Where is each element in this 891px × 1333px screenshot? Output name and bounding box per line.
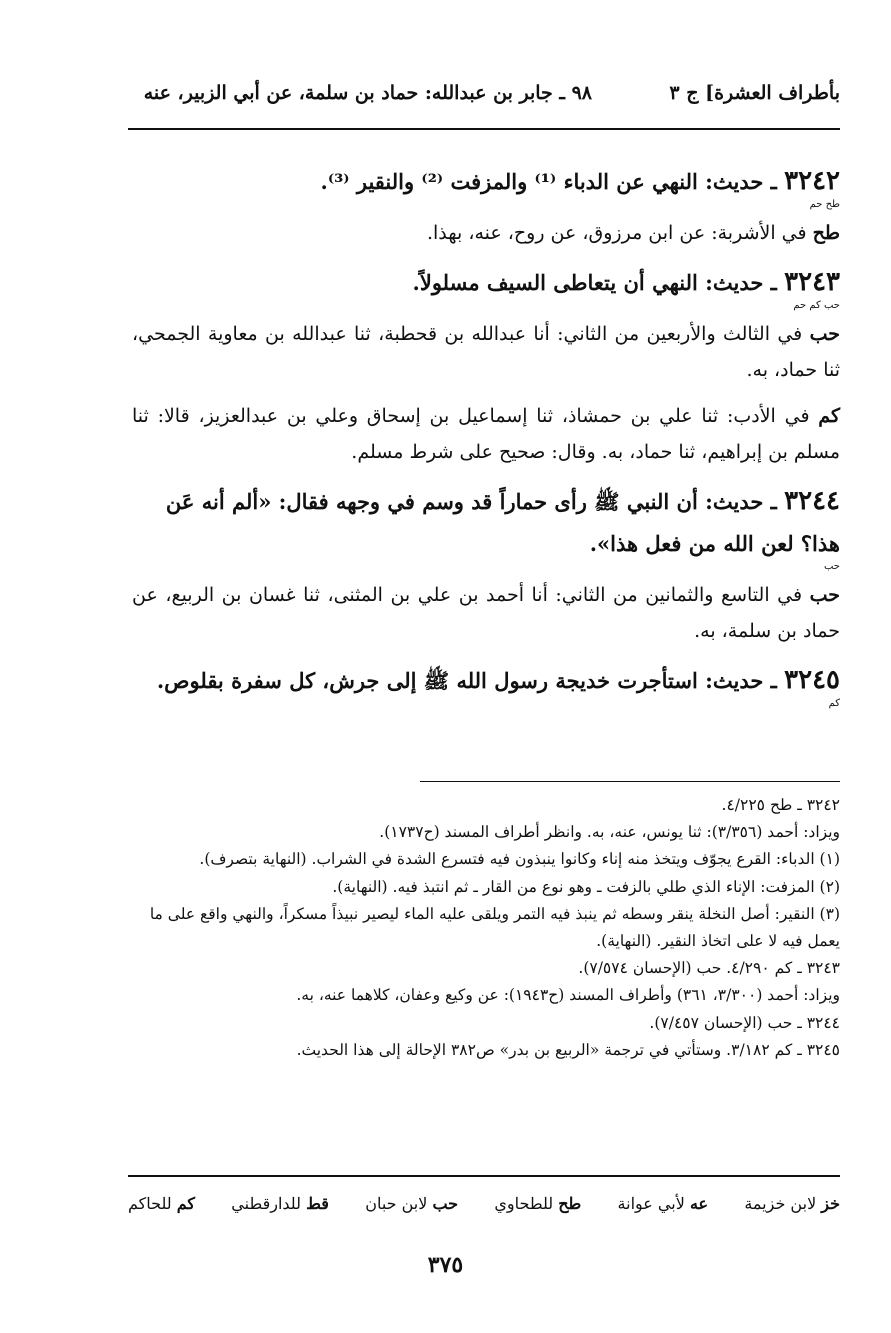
source-siglum: كم bbox=[818, 405, 840, 427]
source-paragraph bbox=[132, 215, 840, 251]
hadith-number: ٣٢٤٤ bbox=[784, 486, 840, 516]
source-text: في الثالث والأربعين من الثاني: أنا عبدالله بن قحطبة، ثنا عبدالله بن معاوية الجمحي، ثنا حماد، به. bbox=[132, 323, 840, 381]
source-text: في الأدب: ثنا علي بن حمشاذ، ثنا إسماعيل بن إسحاق وعلي بن عبدالعزيز، قالا: ثنا مسلم بن إبراهيم، ثنا حماد، به. وقال: صحيح على شرط مسلم. bbox=[132, 405, 840, 463]
sigla-line bbox=[132, 698, 840, 714]
hadith-entry-3242 bbox=[132, 160, 840, 203]
source-text: في التاسع والثمانين من الثاني: أنا أحمد بن علي بن المثنى، ثنا غسان بن الربيع، عن حماد بن سلمة، به. bbox=[132, 584, 840, 642]
hadith-number: ٣٢٤٥ bbox=[784, 665, 840, 695]
footnote: (١) الدباء: القرع يجوّف ويتخذ منه إناء وكانوا ينبذون فيه فتسرع الشدة في الشراب. (النهاية بتصرف). bbox=[199, 850, 840, 869]
abbreviation-item: عه لأبي عوانة bbox=[617, 1194, 709, 1213]
abbreviation-item: خز لابن خزيمة bbox=[744, 1194, 840, 1213]
hadith-number: ٣٢٤٣ bbox=[784, 267, 840, 297]
source-siglum: حب bbox=[809, 323, 840, 345]
sigla: طح حم bbox=[809, 199, 840, 210]
source-paragraph bbox=[132, 316, 840, 388]
hadith-entry-3244 bbox=[132, 480, 840, 565]
hadith-text: ـ حديث: النهي أن يتعاطى السيف مسلولاً. bbox=[412, 270, 777, 295]
footnote: ويزاد: أحمد (٣/٣٠٠، ٣٦١) وأطراف المسند (ح١٩٤٣): عن وكيع وعفان، كلاهما عنه، به. bbox=[296, 986, 840, 1005]
source-siglum: حب bbox=[809, 584, 840, 606]
hadith-text: ـ حديث: أن النبي ﷺ رأى حماراً قد وسم في وجهه فقال: «ألم أنه عَن هذا؟ لعن الله من فعل هذا». bbox=[165, 489, 840, 556]
page-number: ٣٧٥ bbox=[427, 1252, 464, 1278]
footnote-rule bbox=[420, 781, 840, 782]
source-siglum: طح bbox=[812, 222, 840, 244]
footnote: ٣٢٤٤ ـ حب (الإحسان ٧/٤٥٧). bbox=[649, 1013, 840, 1032]
main-text bbox=[132, 160, 840, 714]
abbreviation-item: كم للحاكم bbox=[128, 1194, 195, 1213]
footnote: ٣٢٤٣ ـ كم ٤/٢٩٠. حب (الإحسان ٧/٥٧٤). bbox=[578, 959, 840, 978]
source-text: في الأشربة: عن ابن مرزوق، عن روح، عنه، بهذا. bbox=[426, 222, 807, 244]
hadith-entry-3245 bbox=[132, 659, 840, 702]
hadith-text: ـ حديث: استأجرت خديجة رسول الله ﷺ إلى جرش، كل سفرة بقلوص. bbox=[156, 668, 777, 693]
sigla-line bbox=[132, 561, 840, 577]
header-chapter-title: ٩٨ ـ جابر بن عبدالله: حماد بن سلمة، عن أبي الزبير، عنه bbox=[143, 82, 592, 104]
hadith-entry-3243 bbox=[132, 261, 840, 304]
sigla-line bbox=[132, 300, 840, 316]
hadith-text: ـ حديث: النهي عن الدباء ⁽¹⁾ والمزفت ⁽²⁾ والنقير ⁽³⁾. bbox=[320, 169, 777, 194]
footnotes bbox=[132, 792, 840, 1064]
footnote: ويزاد: أحمد (٣/٣٥٦): ثنا يونس، عنه، به. وانظر أطراف المسند (ح١٧٣٧). bbox=[379, 823, 840, 842]
abbreviation-item: طح للطحاوي bbox=[494, 1194, 582, 1213]
source-paragraph bbox=[132, 577, 840, 649]
abbreviation-rule bbox=[128, 1175, 840, 1177]
footnote: (٣) النقير: أصل النخلة ينقر وسطه ثم ينبذ فيه التمر ويلقى عليه الماء ليصير نبيذاً مسكراً، والنهي واقع على ما يعمل فيه لا على اتخاذ النقير. (النهاية). bbox=[149, 904, 840, 951]
footnote: (٢) المزفت: الإناء الذي طلي بالزفت ـ وهو نوع من القار ـ ثم انتبذ فيه. (النهاية). bbox=[332, 877, 840, 896]
sigla: حب كم حم bbox=[793, 300, 840, 311]
sigla: حب bbox=[823, 561, 840, 572]
footnote: ٣٢٤٢ ـ طح ٤/٢٢٥. bbox=[721, 796, 840, 814]
header-rule bbox=[128, 128, 840, 130]
source-paragraph bbox=[132, 398, 840, 470]
abbreviation-key bbox=[128, 1194, 840, 1224]
footnote: ٣٢٤٥ ـ كم ٣/١٨٢. وستأتي في ترجمة «الربيع بن بدر» ص٣٨٢ الإحالة إلى هذا الحديث. bbox=[296, 1040, 840, 1059]
abbreviation-item: حب لابن حبان bbox=[365, 1194, 459, 1213]
running-head bbox=[128, 82, 840, 116]
sigla-line bbox=[132, 199, 840, 215]
hadith-number: ٣٢٤٢ bbox=[784, 166, 840, 196]
sigla: كم bbox=[828, 698, 840, 709]
abbreviation-item: قط للدارقطني bbox=[231, 1194, 329, 1213]
header-book-title: بأطراف العشرة] ج ٣ bbox=[669, 82, 840, 104]
